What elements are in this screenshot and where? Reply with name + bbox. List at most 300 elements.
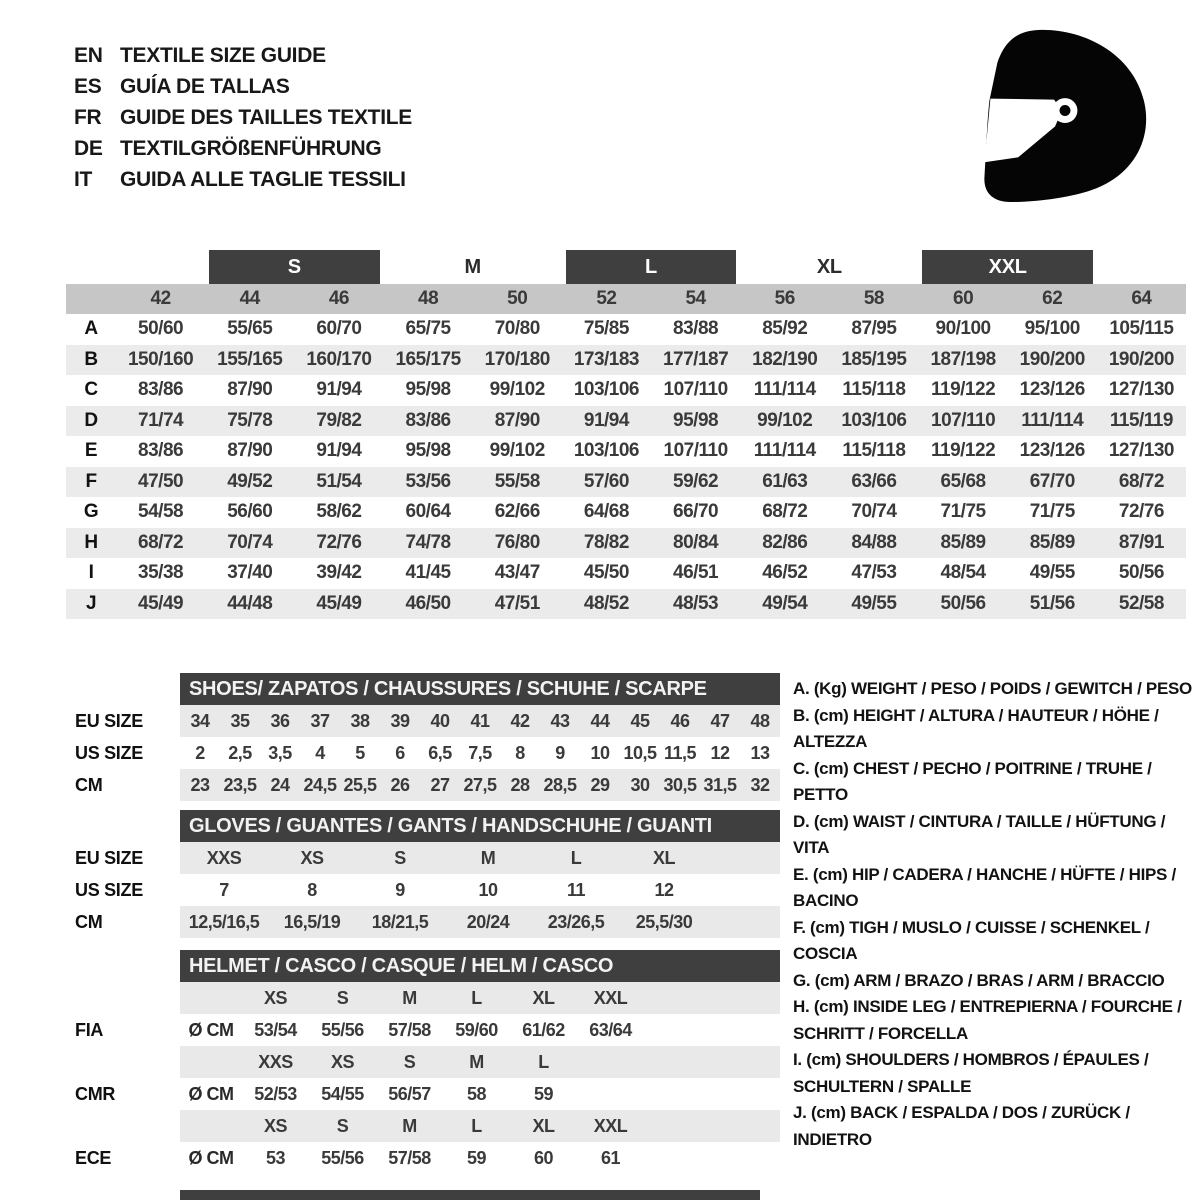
helmet-size: M	[402, 1115, 417, 1136]
helmet-size: M	[469, 1051, 484, 1072]
language-row	[74, 40, 412, 71]
shoes-value: 12	[710, 742, 730, 763]
size-value: 49/54	[762, 592, 808, 614]
row-label: D	[84, 409, 98, 431]
language-row	[74, 102, 412, 133]
size-value: 79/82	[316, 409, 362, 431]
numeric-size: 50	[507, 288, 528, 309]
size-value: 123/126	[1019, 440, 1085, 462]
helmet-diameter-spacer	[180, 982, 242, 1014]
shoes-value: 28,5	[543, 774, 577, 795]
size-value: 185/195	[841, 348, 907, 370]
size-group-row	[66, 250, 1186, 284]
size-value: 39/42	[316, 562, 362, 584]
textile-size-table	[66, 250, 1186, 619]
shoes-value: 23,5	[223, 774, 257, 795]
helmet-value: 53	[265, 1147, 286, 1168]
helmet-size: L	[538, 1051, 549, 1072]
gloves-value: 12	[654, 879, 674, 900]
gloves-value: 10	[478, 879, 498, 900]
size-value: 87/90	[227, 379, 273, 401]
legend-item: C. (cm) CHEST / PECHO / POITRINE / TRUHE / PETTO	[793, 758, 1152, 804]
helmet-size: XS	[330, 1051, 354, 1072]
size-value: 103/106	[573, 379, 639, 401]
size-value: 75/85	[583, 318, 629, 340]
size-value: 49/55	[1029, 562, 1075, 584]
size-value: 50/56	[1118, 562, 1164, 584]
numeric-size: 58	[863, 288, 884, 309]
size-value: 87/95	[851, 318, 897, 340]
size-value: 83/86	[405, 409, 451, 431]
size-value: 107/110	[931, 409, 996, 431]
numeric-size: 60	[953, 288, 974, 309]
helmet-size: XL	[532, 987, 555, 1008]
numeric-size: 56	[774, 288, 795, 309]
gloves-table	[66, 810, 780, 938]
gloves-row-values	[180, 842, 780, 874]
shoes-value: 7,5	[468, 742, 492, 763]
size-value: 47/50	[138, 470, 184, 492]
legend-list	[793, 676, 1200, 1153]
row-label: H	[84, 531, 98, 553]
row-label: J	[85, 592, 97, 614]
language-code: ES	[74, 74, 102, 98]
textile-row-f	[66, 467, 1186, 498]
helmet-values-row	[180, 1142, 780, 1174]
textile-row-i	[66, 558, 1186, 589]
numeric-size: 52	[596, 288, 617, 309]
size-value: 170/180	[484, 348, 550, 370]
size-value: 72/76	[316, 531, 362, 553]
size-value: 155/165	[217, 348, 283, 370]
gloves-value: 9	[395, 879, 405, 900]
helmet-value	[577, 1078, 644, 1110]
shoes-value: 3,5	[268, 742, 292, 763]
shoes-value: 6	[395, 742, 405, 763]
textile-row-d	[66, 406, 1186, 437]
size-value: 95/98	[405, 379, 451, 401]
size-value: 47/53	[851, 562, 897, 584]
size-value: 43/47	[494, 562, 540, 584]
shoes-header: SHOES/ ZAPATOS / CHAUSSURES / SCHUHE / SCARPE	[180, 673, 780, 705]
shoes-value: 9	[555, 742, 565, 763]
shoes-value: 37	[310, 710, 330, 731]
size-value: 182/190	[752, 348, 818, 370]
size-value: 91/94	[316, 440, 362, 462]
gloves-row-label: US SIZE	[75, 879, 143, 900]
textile-row-j	[66, 589, 1186, 620]
size-value: 74/78	[405, 531, 451, 553]
helmet-size: S	[403, 1051, 416, 1072]
helmet-sizes-row	[180, 1046, 780, 1078]
shoes-value: 29	[590, 774, 610, 795]
legend-item: B. (cm) HEIGHT / ALTURA / HAUTEUR / HÖHE / ALTEZZA	[793, 705, 1159, 751]
size-group-xl: XL	[816, 255, 842, 278]
size-value: 165/175	[395, 348, 461, 370]
textile-row-c	[66, 375, 1186, 406]
shoes-value: 46	[670, 710, 690, 731]
gloves-value: 11	[566, 879, 586, 900]
size-value: 83/88	[673, 318, 719, 340]
helmet-value: 57/58	[388, 1147, 431, 1168]
helmet-diameter-spacer	[180, 1046, 242, 1078]
size-value: 83/86	[138, 379, 184, 401]
size-value: 52/58	[1118, 592, 1164, 614]
size-value: 70/80	[494, 318, 540, 340]
size-value: 65/75	[405, 318, 451, 340]
size-value: 85/89	[1029, 531, 1075, 553]
shoes-value: 35	[230, 710, 250, 731]
shoes-value: 6,5	[428, 742, 452, 763]
gloves-value: M	[480, 847, 496, 868]
shoes-value: 34	[190, 710, 210, 731]
helmet-spacer	[66, 1046, 180, 1078]
size-value: 50/56	[940, 592, 986, 614]
gloves-value: 8	[307, 879, 317, 900]
helmet-size: L	[471, 987, 482, 1008]
language-title: GUIDE DES TAILLES TEXTILE	[120, 105, 412, 129]
gloves-row-label: EU SIZE	[75, 847, 143, 868]
gloves-value: 7	[219, 879, 229, 900]
helmet-sizes-row	[180, 1110, 780, 1142]
gloves-value: XS	[300, 847, 324, 868]
size-value: 68/72	[762, 501, 808, 523]
size-value: 119/122	[931, 379, 996, 401]
helmet-values-row	[180, 1014, 780, 1046]
legend-item: J. (cm) BACK / ESPALDA / DOS / ZURÜCK / INDIETRO	[793, 1103, 1130, 1149]
legend-item: E. (cm) HIP / CADERA / HANCHE / HÜFTE / HIPS / BACINO	[793, 864, 1176, 910]
shoes-table	[66, 673, 780, 801]
helmet-size: XXL	[593, 987, 628, 1008]
numeric-size: 62	[1042, 288, 1063, 309]
helmet-value: 59	[533, 1083, 554, 1104]
size-value: 48/53	[673, 592, 719, 614]
numeric-size: 46	[328, 288, 349, 309]
shoes-value: 44	[590, 710, 610, 731]
size-value: 55/65	[227, 318, 273, 340]
helmet-value: 63/64	[589, 1019, 632, 1040]
size-value: 51/56	[1029, 592, 1075, 614]
language-title: TEXTILGRÖßENFÜHRUNG	[120, 136, 382, 160]
shoes-value: 43	[550, 710, 570, 731]
shoes-row-values	[180, 737, 780, 769]
size-value: 111/114	[1021, 409, 1084, 431]
helmet-value: 53/54	[254, 1019, 297, 1040]
language-row	[74, 71, 412, 102]
size-value: 111/114	[753, 379, 816, 401]
textile-row-g	[66, 497, 1186, 528]
gloves-row-label: CM	[75, 911, 103, 932]
helmet-size: XL	[532, 1115, 555, 1136]
numeric-size: 54	[685, 288, 706, 309]
size-value: 187/198	[930, 348, 996, 370]
helmet-size	[577, 1046, 644, 1078]
size-value: 47/51	[494, 592, 540, 614]
racing-helmet-icon	[975, 24, 1155, 208]
size-value: 68/72	[138, 531, 184, 553]
shoes-value: 27,5	[463, 774, 497, 795]
row-label: G	[83, 501, 99, 523]
language-row	[74, 164, 412, 195]
shoes-value: 45	[630, 710, 650, 731]
size-value: 46/52	[762, 562, 808, 584]
size-value: 66/70	[673, 501, 719, 523]
helmet-size: XS	[263, 1115, 287, 1136]
gloves-value: S	[394, 847, 406, 868]
size-value: 103/106	[841, 409, 907, 431]
language-code: IT	[74, 167, 93, 191]
gloves-value: XL	[652, 847, 675, 868]
gloves-value: L	[570, 847, 582, 868]
gloves-row-values	[180, 906, 780, 938]
helmet-size: XXL	[593, 1115, 628, 1136]
size-value: 62/66	[494, 501, 540, 523]
size-value: 46/51	[673, 562, 719, 584]
textile-table-body	[66, 314, 1186, 619]
size-value: 99/102	[757, 409, 813, 431]
textile-row-e	[66, 436, 1186, 467]
shoes-value: 8	[515, 742, 525, 763]
shoes-row-label: EU SIZE	[75, 710, 143, 731]
shoes-value: 31,5	[703, 774, 737, 795]
shoes-value: 23	[190, 774, 210, 795]
shoes-value: 11,5	[663, 742, 697, 763]
size-value: 51/54	[316, 470, 362, 492]
size-value: 91/94	[316, 379, 362, 401]
size-value: 48/52	[583, 592, 629, 614]
shoes-value: 10,5	[623, 742, 657, 763]
size-value: 49/55	[851, 592, 897, 614]
size-value: 59/62	[673, 470, 719, 492]
language-code: EN	[74, 43, 103, 67]
size-value: 61/63	[762, 470, 808, 492]
size-value: 71/75	[940, 501, 986, 523]
shoes-value: 27	[430, 774, 450, 795]
language-list	[74, 40, 412, 195]
helmet-value: 61	[600, 1147, 621, 1168]
helmet-size: S	[336, 987, 349, 1008]
helmet-value: 57/58	[388, 1019, 431, 1040]
gloves-value: 25,5/30	[635, 911, 693, 932]
shoes-value: 40	[430, 710, 450, 731]
gloves-value: 20/24	[466, 911, 510, 932]
helmet-value: 59	[466, 1147, 487, 1168]
helmet-value: 54/55	[321, 1083, 364, 1104]
helmet-value: 60	[533, 1147, 554, 1168]
size-value: 44/48	[227, 592, 273, 614]
size-group-l: L	[566, 250, 736, 284]
shoes-value: 42	[510, 710, 530, 731]
size-value: 60/70	[316, 318, 362, 340]
size-value: 107/110	[663, 440, 728, 462]
gloves-value: 18/21,5	[371, 911, 429, 932]
gloves-value: XXS	[206, 847, 242, 868]
size-value: 177/187	[662, 348, 729, 370]
helmet-spacer	[66, 1110, 180, 1142]
size-value: 54/58	[138, 501, 184, 523]
size-value: 58/62	[316, 501, 362, 523]
helmet-standard-label: CMR	[75, 1083, 116, 1104]
helmet-size: XXS	[258, 1051, 293, 1072]
size-value: 119/122	[931, 440, 996, 462]
size-value: 64/68	[583, 501, 629, 523]
size-value: 68/72	[1118, 470, 1164, 492]
shoes-row-values	[180, 769, 780, 801]
language-title: GUIDA ALLE TAGLIE TESSILI	[120, 167, 406, 191]
size-value: 65/68	[940, 470, 986, 492]
helmet-value: 58	[466, 1083, 487, 1104]
shoes-value: 39	[390, 710, 410, 731]
legend-item: F. (cm) TIGH / MUSLO / CUISSE / SCHENKEL / COSCIA	[793, 917, 1150, 963]
size-value: 95/98	[673, 409, 719, 431]
size-value: 35/38	[138, 562, 184, 584]
helmet-value: 52/53	[254, 1083, 297, 1104]
gloves-value: 16,5/19	[283, 911, 341, 932]
size-value: 45/49	[138, 592, 184, 614]
size-value: 80/84	[673, 531, 719, 553]
legend-item: H. (cm) INSIDE LEG / ENTREPIERNA / FOURCHE / SCHRITT / FORCELLA	[793, 997, 1182, 1043]
gloves-value: 23/26,5	[547, 911, 605, 932]
size-value: 71/74	[138, 409, 184, 431]
size-value: 63/66	[851, 470, 897, 492]
helmet-value: 59/60	[455, 1019, 498, 1040]
row-label: A	[84, 318, 98, 340]
numeric-size-row	[66, 284, 1186, 314]
size-value: 41/45	[405, 562, 451, 584]
language-row	[74, 133, 412, 164]
shoes-value: 24	[270, 774, 290, 795]
size-value: 87/90	[494, 409, 540, 431]
size-value: 45/50	[583, 562, 629, 584]
gloves-value: 12,5/16,5	[188, 911, 260, 932]
size-value: 82/86	[762, 531, 808, 553]
helmet-size: L	[471, 1115, 482, 1136]
shoes-row-label: US SIZE	[75, 742, 143, 763]
corner-cell	[66, 284, 116, 314]
size-value: 48/54	[940, 562, 986, 584]
shoes-value: 2,5	[228, 742, 252, 763]
shoes-row-label: CM	[75, 774, 103, 795]
size-value: 105/115	[1109, 318, 1174, 340]
size-value: 78/82	[583, 531, 629, 553]
row-label: E	[84, 440, 98, 462]
size-value: 56/60	[227, 501, 273, 523]
shoes-value: 30,5	[663, 774, 697, 795]
size-value: 57/60	[583, 470, 629, 492]
shoes-value: 30	[630, 774, 650, 795]
helmet-value: 55/56	[321, 1147, 364, 1168]
size-value: 70/74	[851, 501, 897, 523]
size-value: 84/88	[851, 531, 897, 553]
size-value: 83/86	[138, 440, 184, 462]
size-value: 115/119	[1109, 409, 1173, 431]
language-title: GUÍA DE TALLAS	[120, 74, 290, 98]
shoes-row-values	[180, 705, 780, 737]
textile-row-a	[66, 314, 1186, 345]
shoes-value: 28	[510, 774, 530, 795]
numeric-size: 48	[418, 288, 439, 309]
size-value: 115/118	[842, 440, 906, 462]
helmet-size: XS	[263, 987, 287, 1008]
shoes-value: 47	[710, 710, 730, 731]
helmet-sizes-row	[180, 982, 780, 1014]
size-value: 95/98	[405, 440, 451, 462]
size-value: 150/160	[127, 348, 194, 370]
helmet-value: 55/56	[321, 1019, 364, 1040]
helmet-standard-label: FIA	[75, 1019, 104, 1040]
size-value: 53/56	[405, 470, 451, 492]
helmet-header: HELMET / CASCO / CASQUE / HELM / CASCO	[180, 950, 780, 982]
helmet-spacer	[66, 982, 180, 1014]
row-label: F	[85, 470, 97, 492]
size-value: 70/74	[227, 531, 273, 553]
gloves-header: GLOVES / GUANTES / GANTS / HANDSCHUHE / GUANTI	[180, 810, 780, 842]
size-value: 37/40	[227, 562, 273, 584]
shoes-value: 32	[750, 774, 770, 795]
size-value: 95/100	[1024, 318, 1080, 340]
shoes-value: 24,5	[303, 774, 337, 795]
spacer	[66, 810, 180, 842]
language-title: TEXTILE SIZE GUIDE	[120, 43, 326, 67]
size-value: 99/102	[489, 440, 545, 462]
helmet-size: M	[402, 987, 417, 1008]
size-value: 190/200	[1108, 348, 1174, 370]
size-value: 60/64	[405, 501, 451, 523]
cutoff-section-bar	[180, 1190, 760, 1200]
row-label: B	[84, 348, 98, 370]
shoes-value: 13	[750, 742, 770, 763]
size-value: 123/126	[1019, 379, 1085, 401]
size-value: 45/49	[316, 592, 362, 614]
helmet-standard-label: ECE	[75, 1147, 112, 1168]
shoes-value: 36	[270, 710, 290, 731]
gloves-row-values	[180, 874, 780, 906]
size-value: 87/90	[227, 440, 273, 462]
helmet-size: S	[336, 1115, 349, 1136]
helmet-value: 56/57	[388, 1083, 431, 1104]
helmet-values-row	[180, 1078, 780, 1110]
diameter-label: Ø CM	[188, 1083, 234, 1104]
language-code: DE	[74, 136, 103, 160]
textile-row-h	[66, 528, 1186, 559]
language-code: FR	[74, 105, 102, 129]
size-value: 72/76	[1118, 501, 1164, 523]
size-value: 91/94	[583, 409, 629, 431]
size-value: 85/92	[762, 318, 808, 340]
shoes-value: 10	[590, 742, 610, 763]
size-value: 85/89	[940, 531, 986, 553]
numeric-size: 44	[239, 288, 260, 309]
shoes-value: 4	[315, 742, 325, 763]
legend-item: A. (Kg) WEIGHT / PESO / POIDS / GEWITCH / PESO	[793, 679, 1192, 698]
size-value: 46/50	[405, 592, 451, 614]
size-value: 115/118	[842, 379, 906, 401]
diameter-label: Ø CM	[188, 1147, 234, 1168]
size-value: 50/60	[138, 318, 184, 340]
helmet-diameter-spacer	[180, 1110, 242, 1142]
size-value: 67/70	[1029, 470, 1075, 492]
size-value: 49/52	[227, 470, 273, 492]
size-value: 90/100	[935, 318, 991, 340]
shoes-value: 2	[195, 742, 205, 763]
size-value: 111/114	[753, 440, 816, 462]
textile-row-b	[66, 345, 1186, 376]
size-value: 103/106	[573, 440, 639, 462]
size-value: 75/78	[227, 409, 273, 431]
numeric-size: 64	[1131, 288, 1152, 309]
size-value: 71/75	[1029, 501, 1075, 523]
numeric-size: 42	[150, 288, 171, 309]
